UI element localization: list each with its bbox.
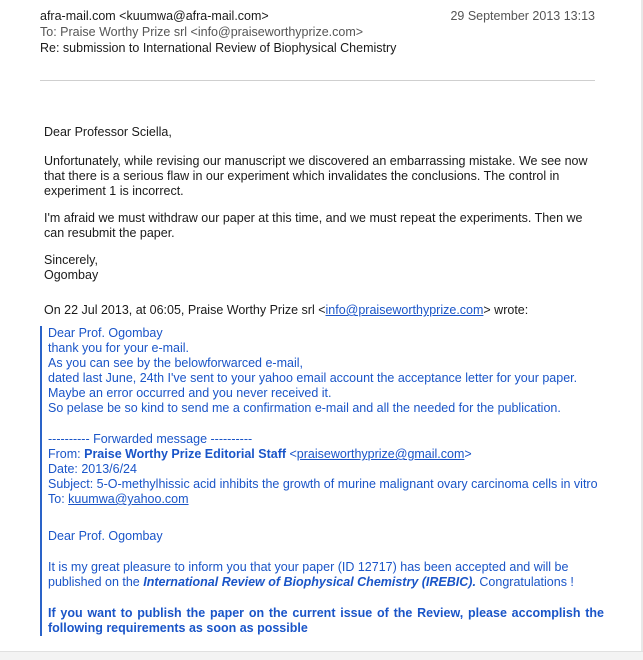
body-paragraph-1: Unfortunately, while revising our manuscript we discovered an embarrassing mistake. We see now that there is a serious flaw in our experiment which invalidates the conclusions. The control in experiment 1 is incorrect. xyxy=(44,154,588,198)
message-header xyxy=(40,8,595,57)
quoted-line: Maybe an error occurred and you never received it. xyxy=(48,386,332,400)
quoted-line: dated last June, 24th I've sent to your yahoo email account the acceptance letter for your paper. xyxy=(48,371,578,385)
forwarded-from xyxy=(48,447,604,462)
forwarded-to xyxy=(48,492,604,507)
inner-greeting: Dear Prof. Ogombay xyxy=(48,529,163,543)
attribution-text: On 22 Jul 2013, at 06:05, Praise Worthy Prize srl < xyxy=(44,303,326,317)
quoted-line: thank you for your e-mail. xyxy=(48,341,190,355)
message-body xyxy=(44,125,604,652)
header-divider xyxy=(40,80,595,81)
fw-to-label: To: xyxy=(48,492,69,506)
quoted-paragraph xyxy=(48,326,604,416)
fw-from-name: Praise Worthy Prize Editorial Staff xyxy=(84,447,287,461)
signature: Ogombay xyxy=(44,268,99,282)
inner-p1-text: It is my great pleasure to inform you that your paper (ID 12717) has been accepted and will be published on the xyxy=(48,560,569,589)
recipient-name[interactable]: Praise Worthy Prize srl xyxy=(60,25,188,39)
fw-from-bracket: < xyxy=(286,447,297,461)
attribution-email-link[interactable]: info@praiseworthyprize.com xyxy=(325,303,484,317)
message-date: 29 September 2013 13:13 xyxy=(450,9,595,23)
forwarded-block xyxy=(48,432,604,507)
greeting: Dear Professor Sciella, xyxy=(44,125,172,139)
recipient-line xyxy=(40,24,595,40)
attribution-suffix: > wrote: xyxy=(483,303,529,317)
forwarded-subject: Subject: 5-O-methylhissic acid inhibits the growth of murine malignant ovary carcinoma cells in vitro xyxy=(48,477,598,491)
inner-paragraph-1 xyxy=(48,560,604,590)
subject: Re: submission to International Review of Biophysical Chemistry xyxy=(40,41,397,55)
body-paragraph-2: I'm afraid we must withdraw our paper at this time, and we must repeat the experiments. Then we can resubmit the paper. xyxy=(44,211,583,240)
journal-name: International Review of Biophysical Chemistry (IREBIC). xyxy=(143,575,476,589)
inner-p1-end: Congratulations ! xyxy=(475,575,574,589)
fw-from-label: From: xyxy=(48,447,85,461)
horizontal-scrollbar[interactable] xyxy=(0,651,643,660)
sender[interactable]: afra-mail.com <kuumwa@afra-mail.com> xyxy=(40,9,269,23)
fw-from-bracket-close: > xyxy=(464,447,472,461)
quote-attribution xyxy=(44,303,604,318)
recipient-email[interactable]: <info@praiseworthyprize.com> xyxy=(190,25,364,39)
to-label: To: xyxy=(40,25,57,39)
sign-off: Sincerely, xyxy=(44,253,98,267)
quoted-message xyxy=(40,326,604,636)
fw-from-email-link[interactable]: praiseworthyprize@gmail.com xyxy=(296,447,465,461)
quoted-line: Dear Prof. Ogombay xyxy=(48,326,163,340)
forwarded-header: ---------- Forwarded message ---------- xyxy=(48,432,253,446)
quoted-line: So pelase be so kind to send me a confirmation e-mail and all the needed for the publication. xyxy=(48,401,561,415)
fw-to-email-link[interactable]: kuumwa@yahoo.com xyxy=(68,492,189,506)
quoted-line: As you can see by the belowforwarced e-mail, xyxy=(48,356,303,370)
forwarded-date: Date: 2013/6/24 xyxy=(48,462,137,476)
inner-paragraph-2: If you want to publish the paper on the current issue of the Review, please accomplish the following requirements as soon as possible xyxy=(48,606,604,635)
